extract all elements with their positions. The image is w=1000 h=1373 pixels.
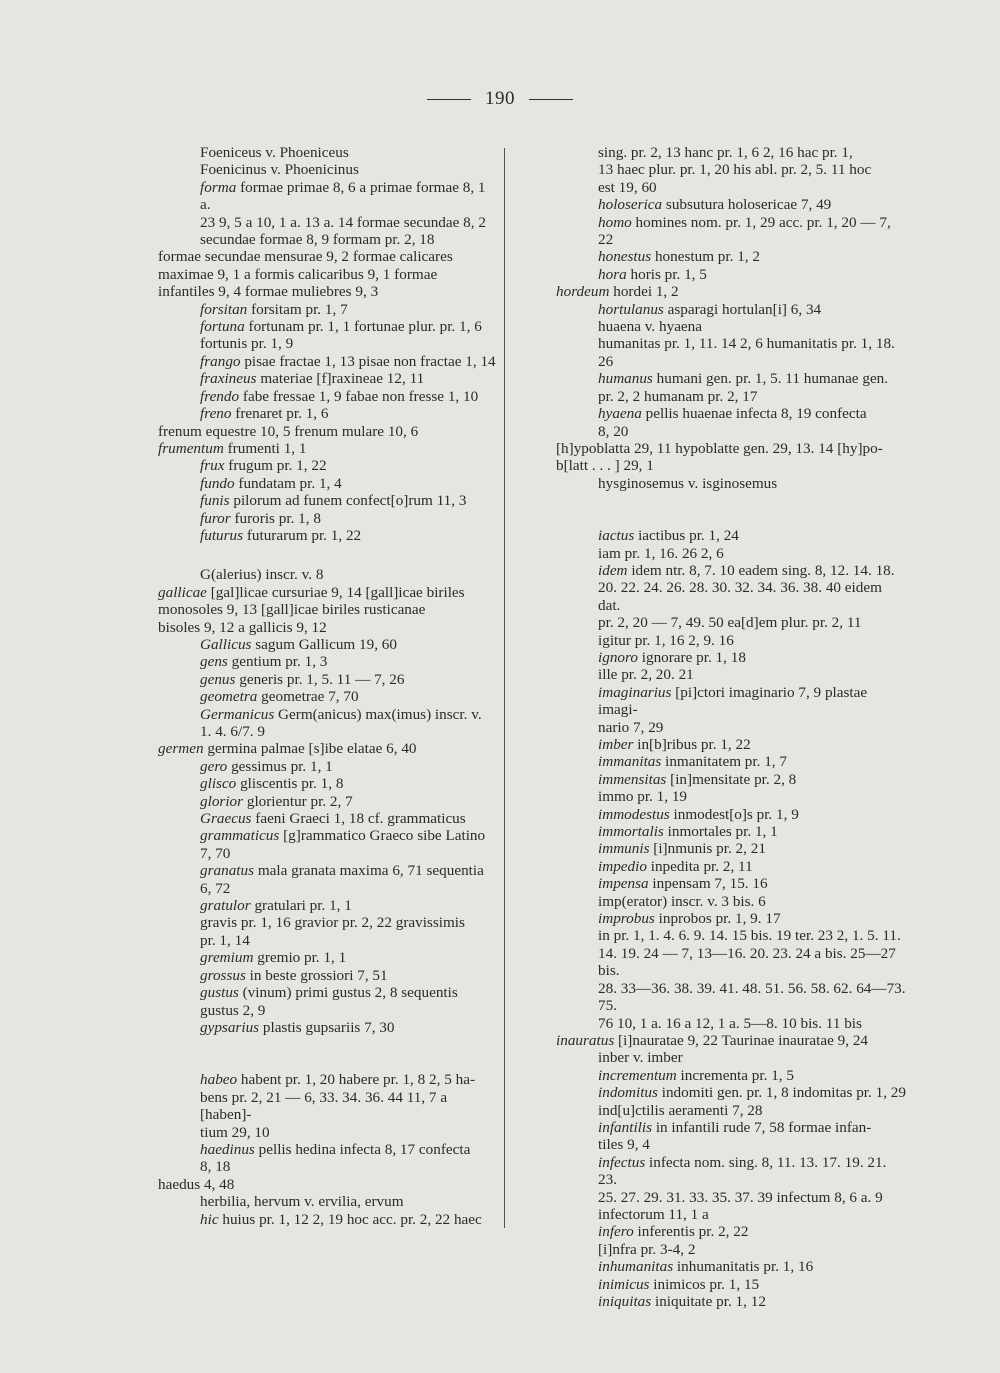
entry-line: indomitus indomiti gen. pr. 1, 8 indomitas pr. 1, 29 <box>598 1084 906 1102</box>
index-entry <box>556 632 906 649</box>
index-entry <box>158 897 496 914</box>
headword: futurus <box>200 526 244 544</box>
entry-line: fortunis pr. 1, 9 <box>200 335 294 353</box>
entry-line: fundo fundatam pr. 1, 4 <box>200 474 342 492</box>
entry-line: bens pr. 2, 21 — 6, 33. 34. 36. 44 11, 7 a [haben]- <box>200 1088 448 1124</box>
headword: imber <box>598 736 634 753</box>
headword: hora <box>598 265 627 283</box>
index-entry <box>514 283 906 300</box>
entry-line: germen germina palmae [s]ibe elatae 6, 40 <box>158 740 417 758</box>
entry-line: immunis [i]nmunis pr. 2, 21 <box>598 840 766 858</box>
entry-line: gallicae [gal]licae cursuriae 9, 14 [gall]icae biriles <box>158 583 465 601</box>
headword: Germanicus <box>200 705 275 723</box>
index-entry <box>556 1241 906 1258</box>
index-entry <box>158 827 496 862</box>
headword: forma <box>200 178 237 196</box>
entry-line: 25. 27. 29. 31. 33. 35. 37. 39 infectum 8, 6 a. 9 <box>598 1188 883 1206</box>
index-entry <box>556 1102 906 1119</box>
entry-line: furor furoris pr. 1, 8 <box>200 509 321 527</box>
entry-line: inimicus inimicos pr. 1, 15 <box>598 1275 760 1293</box>
entry-line: impensa inpensam 7, 15. 16 <box>598 875 768 893</box>
index-entry <box>158 1071 496 1141</box>
entry-line: homo homines nom. pr. 1, 29 acc. pr. 1, 20 — 7, 22 <box>598 213 891 249</box>
entry-line: Foenicinus v. Phoenicinus <box>200 161 359 179</box>
entry-line: tiles 9, 4 <box>598 1136 650 1154</box>
index-entry <box>158 636 496 653</box>
headword: funis <box>200 492 230 510</box>
entry-line: glorior glorientur pr. 2, 7 <box>200 792 353 810</box>
index-entry <box>158 527 496 544</box>
headword: fraxineus <box>200 370 257 388</box>
headword: hic <box>200 1210 219 1228</box>
index-entry <box>158 161 496 178</box>
headword: freno <box>200 405 232 423</box>
entry-line: Graecus faeni Graeci 1, 18 cf. grammaticus <box>200 810 466 828</box>
headword: Gallicus <box>200 635 252 653</box>
index-entry <box>556 1067 906 1084</box>
section-gap <box>514 492 906 527</box>
section-gap <box>116 544 496 566</box>
index-entry <box>556 666 906 683</box>
left-column <box>116 144 496 1228</box>
entry-line: inhumanitas inhumanitatis pr. 1, 16 <box>598 1258 814 1276</box>
headword: infectus <box>598 1153 646 1171</box>
entry-line: grammaticus [g]rammatico Graeco sibe Latino <box>200 827 486 845</box>
index-entry <box>514 1032 906 1049</box>
entry-line: haedus 4, 48 <box>158 1175 235 1193</box>
entry-line: futurus futurarum pr. 1, 22 <box>200 526 362 544</box>
index-entry <box>158 492 496 509</box>
entry-line: imber in[b]ribus pr. 1, 22 <box>598 736 751 753</box>
index-entry <box>556 266 906 283</box>
index-entry <box>158 370 496 387</box>
entry-line: gypsarius plastis gupsariis 7, 30 <box>200 1018 395 1036</box>
index-entry <box>158 688 496 705</box>
entry-line: fortuna fortunam pr. 1, 1 fortunae plur. pr. 1, 6 <box>200 318 482 336</box>
column-divider <box>504 148 505 1228</box>
entry-line: gens gentium pr. 1, 3 <box>200 653 328 671</box>
headword: gustus <box>200 984 239 1002</box>
index-entry <box>556 875 906 892</box>
headword: frendo <box>200 387 240 405</box>
index-entry <box>556 649 906 666</box>
headword: frango <box>200 352 241 370</box>
index-entry <box>158 949 496 966</box>
entry-line: 76 10, 1 a. 16 a 12, 1 a. 5—8. 10 bis. 11 bis <box>598 1014 862 1032</box>
headword: immodestus <box>598 805 670 823</box>
entry-line: huaena v. hyaena <box>598 318 703 336</box>
entry-line: 8, 18 <box>200 1158 231 1176</box>
index-entry <box>158 353 496 370</box>
entry-line: incrementum incrementa pr. 1, 5 <box>598 1066 794 1084</box>
entry-line: est 19, 60 <box>598 178 657 196</box>
index-entry <box>116 423 496 440</box>
index-entry <box>158 388 496 405</box>
index-entry <box>158 810 496 827</box>
entry-line: bisoles 9, 12 a gallicis 9, 12 <box>158 618 327 636</box>
entry-line: ignoro ignorare pr. 1, 18 <box>598 648 746 666</box>
headword: immensitas <box>598 770 667 788</box>
entry-line: frango pisae fractae 1, 13 pisae non fractae 1, 14 <box>200 352 496 370</box>
entry-line: gustus 2, 9 <box>200 1001 266 1019</box>
headword: germen <box>158 740 204 758</box>
entry-line: igitur pr. 1, 16 2, 9. 16 <box>598 631 734 649</box>
index-entry <box>158 793 496 810</box>
index-entry <box>158 510 496 527</box>
headword: immunis <box>598 840 650 858</box>
headword: infantilis <box>598 1118 653 1136</box>
entry-line: funis pilorum ad funem confect[o]rum 11, 3 <box>200 492 467 510</box>
entry-line: Germanicus Germ(anicus) max(imus) inscr. v. <box>200 705 482 723</box>
entry-line: frux frugum pr. 1, 22 <box>200 457 327 475</box>
entry-line: 23 9, 5 a 10, 1 a. 13 a. 14 formae secundae 8, 2 <box>200 213 486 231</box>
index-entry <box>556 840 906 857</box>
headword: ignoro <box>598 648 638 666</box>
entry-line: grossus in beste grossiori 7, 51 <box>200 966 388 984</box>
entry-line: improbus inprobos pr. 1, 9. 17 <box>598 910 781 928</box>
headword: inhumanitas <box>598 1258 674 1276</box>
index-entry <box>556 910 906 927</box>
index-entry <box>556 335 906 370</box>
headword: glisco <box>200 775 237 793</box>
entry-line: ind[u]ctilis aeramenti 7, 28 <box>598 1101 763 1119</box>
index-entry <box>556 527 906 544</box>
entry-line: iactus iactibus pr. 1, 24 <box>598 527 739 545</box>
entry-line: maximae 9, 1 a formis calicaribus 9, 1 formae <box>158 265 438 283</box>
entry-line: idem idem ntr. 8, 7. 10 eadem sing. 8, 12. 14. 18. <box>598 561 895 579</box>
headword: hyaena <box>598 405 642 423</box>
index-entry <box>556 771 906 788</box>
page-number: 190 <box>485 88 515 109</box>
entry-line: hyaena pellis huaenae infecta 8, 19 confecta <box>598 405 867 423</box>
index-entry <box>556 753 906 770</box>
index-entry <box>556 1084 906 1101</box>
headword: grammaticus <box>200 827 280 845</box>
entry-line: hordeum hordei 1, 2 <box>556 283 679 301</box>
index-entry <box>158 1141 496 1176</box>
entry-line: immodestus inmodest[o]s pr. 1, 9 <box>598 805 799 823</box>
entry-line: imp(erator) inscr. v. 3 bis. 6 <box>598 892 766 910</box>
entry-line: forma formae primae 8, 6 a primae formae 8, 1 a. <box>200 178 486 214</box>
index-entry <box>158 1211 496 1228</box>
entry-line: fraxineus materiae [f]raxineae 12, 11 <box>200 370 425 388</box>
index-entry <box>158 566 496 583</box>
index-entry <box>158 405 496 422</box>
index-entry <box>556 1049 906 1066</box>
index-entry <box>556 858 906 875</box>
headword: gratulor <box>200 897 251 915</box>
entry-line: 20. 22. 24. 26. 28. 30. 32. 34. 36. 38. 40 eidem dat. <box>598 579 882 614</box>
index-entry <box>556 823 906 840</box>
headword: infero <box>598 1223 634 1241</box>
headword: holoserica <box>598 196 663 214</box>
entry-line: 14. 19. 24 — 7, 13—16. 20. 23. 24 a bis. 25—27 bis. <box>598 944 896 980</box>
headword: fundo <box>200 474 235 492</box>
index-entry <box>158 653 496 670</box>
index-entry <box>556 1293 906 1310</box>
headword: inimicus <box>598 1275 650 1293</box>
index-entry <box>158 318 496 353</box>
entry-line: frendo fabe fressae 1, 9 fabae non fresse 1, 10 <box>200 387 479 405</box>
headword: frux <box>200 457 225 475</box>
headword: imaginarius <box>598 683 672 701</box>
headword: impensa <box>598 875 649 893</box>
entry-line: freno frenaret pr. 1, 6 <box>200 405 329 423</box>
index-entry <box>556 405 906 440</box>
entry-line: gero gessimus pr. 1, 1 <box>200 757 333 775</box>
entry-line: secundae formae 8, 9 formam pr. 2, 18 <box>200 231 435 249</box>
index-entry <box>556 1276 906 1293</box>
index-entry <box>556 370 906 405</box>
index-entry <box>556 927 906 1031</box>
headword: idem <box>598 561 628 579</box>
headword: homo <box>598 213 632 231</box>
index-entry <box>158 775 496 792</box>
entry-line: gratulor gratulari pr. 1, 1 <box>200 897 352 915</box>
index-entry <box>556 562 906 632</box>
index-entry <box>158 475 496 492</box>
entry-line: inauratus [i]nauratae 9, 22 Taurinae inauratae 9, 24 <box>556 1031 869 1049</box>
index-entry <box>556 214 906 249</box>
header-rule-right <box>529 99 573 100</box>
headword: gero <box>200 757 228 775</box>
entry-line: genus generis pr. 1, 5. 11 — 7, 26 <box>200 670 405 688</box>
headword: gens <box>200 653 228 671</box>
index-entry <box>556 196 906 213</box>
headword: forsitan <box>200 300 248 318</box>
section-gap <box>116 1036 496 1071</box>
index-entry <box>158 144 496 161</box>
entry-line: frenum equestre 10, 5 frenum mulare 10, 6 <box>158 422 419 440</box>
entry-line: gravis pr. 1, 16 gravior pr. 2, 22 gravissimis <box>200 914 465 932</box>
index-entry <box>514 440 906 475</box>
index-entry <box>556 545 906 562</box>
entry-line: hora horis pr. 1, 5 <box>598 265 707 283</box>
entry-line: Gallicus sagum Gallicum 19, 60 <box>200 635 397 653</box>
headword: furor <box>200 509 231 527</box>
headword: grossus <box>200 966 246 984</box>
entry-line: nario 7, 29 <box>598 718 664 736</box>
index-entry <box>556 1119 906 1154</box>
entry-line: infero inferentis pr. 2, 22 <box>598 1223 749 1241</box>
entry-line: tium 29, 10 <box>200 1123 270 1141</box>
entry-line: pr. 2, 20 — 7, 49. 50 ea[d]em plur. pr. 2, 11 <box>598 614 862 632</box>
entry-line: G(alerius) inscr. v. 8 <box>200 566 324 584</box>
headword: hortulanus <box>598 300 664 318</box>
index-entry <box>556 144 906 196</box>
index-entry <box>158 758 496 775</box>
index-entry <box>116 440 496 457</box>
entry-line: hortulanus asparagi hortulan[i] 6, 34 <box>598 300 822 318</box>
headword: incrementum <box>598 1066 677 1084</box>
index-entry <box>158 457 496 474</box>
entry-line: herbilia, hervum v. ervilia, ervum <box>200 1193 404 1211</box>
right-column <box>514 144 906 1310</box>
headword: geometra <box>200 688 258 706</box>
entry-line: granatus mala granata maxima 6, 71 sequentia <box>200 862 484 880</box>
entry-line: honestus honestum pr. 1, 2 <box>598 248 760 266</box>
entry-line: 28. 33—36. 38. 39. 41. 48. 51. 56. 58. 62. 64—73. 75. <box>598 979 906 1015</box>
index-entry <box>158 1019 496 1036</box>
index-entry <box>158 179 496 249</box>
entry-line: gremium gremio pr. 1, 1 <box>200 949 347 967</box>
entry-line: immensitas [in]mensitate pr. 2, 8 <box>598 770 797 788</box>
index-entry <box>158 706 496 741</box>
headword: frumentum <box>158 439 224 457</box>
header-rule-left <box>427 99 471 100</box>
entry-line: humanitas pr. 1, 11. 14 2, 6 humanitatis pr. 1, 18. 26 <box>598 335 895 370</box>
entry-line: imaginarius [pi]ctori imaginario 7, 9 plastae imagi- <box>598 683 868 719</box>
index-entry <box>116 740 496 757</box>
headword: gremium <box>200 949 254 967</box>
headword: hordeum <box>556 283 610 301</box>
index-entry <box>556 301 906 318</box>
index-entry <box>556 1154 906 1224</box>
page-header <box>0 88 1000 110</box>
headword: immortalis <box>598 823 664 841</box>
index-entry <box>158 914 496 949</box>
entry-line: frumentum frumenti 1, 1 <box>158 439 307 457</box>
entry-line: infectorum 11, 1 a <box>598 1205 709 1223</box>
entry-line: infectus infecta nom. sing. 8, 11. 13. 17. 19. 21. 23. <box>598 1153 887 1189</box>
entry-line: infantiles 9, 4 formae muliebres 9, 3 <box>158 283 379 301</box>
index-entry <box>116 584 496 636</box>
index-entry <box>556 684 906 736</box>
index-entry <box>556 475 906 492</box>
index-entry <box>556 1258 906 1275</box>
entry-line: immortalis inmortales pr. 1, 1 <box>598 823 778 841</box>
entry-line: in pr. 1, 1. 4. 6. 9. 14. 15 bis. 19 ter. 23 2, 1. 5. 11. <box>598 927 901 945</box>
entry-line: iam pr. 1, 16. 26 2, 6 <box>598 544 724 562</box>
headword: gypsarius <box>200 1018 260 1036</box>
entry-line: geometra geometrae 7, 70 <box>200 688 359 706</box>
entry-line: forsitan forsitam pr. 1, 7 <box>200 300 348 318</box>
headword: genus <box>200 670 236 688</box>
headword: immanitas <box>598 753 662 771</box>
index-entry <box>556 248 906 265</box>
entry-line: [i]nfra pr. 3-4, 2 <box>598 1240 696 1258</box>
index-entry <box>158 967 496 984</box>
entry-line: 1. 4. 6/7. 9 <box>200 723 265 740</box>
entry-line: holoserica subsutura holosericae 7, 49 <box>598 196 832 214</box>
headword: Graecus <box>200 810 252 828</box>
index-entry <box>158 301 496 318</box>
headword: fortuna <box>200 318 245 336</box>
index-entry <box>556 806 906 823</box>
entry-line: hic huius pr. 1, 12 2, 19 hoc acc. pr. 2, 22 haec <box>200 1210 482 1228</box>
index-entry <box>158 1193 496 1210</box>
entry-line: infantilis in infantili rude 7, 58 formae infan- <box>598 1118 872 1136</box>
index-entry <box>556 788 906 805</box>
headword: gallicae <box>158 583 207 601</box>
headword: granatus <box>200 862 255 880</box>
index-entry <box>158 862 496 897</box>
index-entry <box>556 893 906 910</box>
entry-line: 13 haec plur. pr. 1, 20 his abl. pr. 2, 5. 11 hoc <box>598 161 872 179</box>
headword: humanus <box>598 370 653 388</box>
entry-line: b[latt . . . ] 29, 1 <box>556 457 654 475</box>
headword: honestus <box>598 248 652 266</box>
entry-line: immo pr. 1, 19 <box>598 788 688 806</box>
index-entry <box>556 736 906 753</box>
entry-line: 6, 72 <box>200 879 231 897</box>
entry-line: iniquitas iniquitate pr. 1, 12 <box>598 1293 766 1310</box>
entry-line: habeo habent pr. 1, 20 habere pr. 1, 8 2, 5 ha- <box>200 1071 475 1089</box>
entry-line: haedinus pellis hedina infecta 8, 17 confecta <box>200 1140 471 1158</box>
entry-line: sing. pr. 2, 13 hanc pr. 1, 6 2, 16 hac pr. 1, <box>598 144 853 161</box>
index-entry <box>556 318 906 335</box>
headword: glorior <box>200 792 244 810</box>
entry-line: glisco gliscentis pr. 1, 8 <box>200 775 344 793</box>
headword: inauratus <box>556 1031 615 1049</box>
index-entry <box>116 248 496 300</box>
entry-line: 8, 20 <box>598 422 629 440</box>
entry-line: Foeniceus v. Phoeniceus <box>200 144 349 161</box>
entry-line: inber v. imber <box>598 1049 683 1067</box>
index-entry <box>116 1176 496 1193</box>
entry-line: pr. 2, 2 humanam pr. 2, 17 <box>598 387 758 405</box>
headword: improbus <box>598 910 655 928</box>
entry-line: 7, 70 <box>200 844 231 862</box>
entry-line: impedio inpedita pr. 2, 11 <box>598 857 753 875</box>
entry-line: monosoles 9, 13 [gall]icae biriles rusticanae <box>158 601 426 619</box>
entry-line: immanitas inmanitatem pr. 1, 7 <box>598 753 787 771</box>
headword: indomitus <box>598 1084 658 1102</box>
headword: iniquitas <box>598 1293 652 1310</box>
index-entry <box>556 1223 906 1240</box>
entry-line: gustus (vinum) primi gustus 2, 8 sequentis <box>200 984 458 1002</box>
headword: iactus <box>598 527 635 545</box>
headword: impedio <box>598 857 647 875</box>
headword: habeo <box>200 1071 238 1089</box>
index-entry <box>158 671 496 688</box>
headword: haedinus <box>200 1140 255 1158</box>
entry-line: formae secundae mensurae 9, 2 formae calicares <box>158 248 453 266</box>
entry-line: ille pr. 2, 20. 21 <box>598 666 694 684</box>
entry-line: humanus humani gen. pr. 1, 5. 11 humanae gen. <box>598 370 889 388</box>
index-entry <box>158 984 496 1019</box>
entry-line: hysginosemus v. isginosemus <box>598 474 778 492</box>
entry-line: [h]ypoblatta 29, 11 hypoblatte gen. 29, 13. 14 [hy]po- <box>556 439 883 457</box>
entry-line: pr. 1, 14 <box>200 931 250 949</box>
